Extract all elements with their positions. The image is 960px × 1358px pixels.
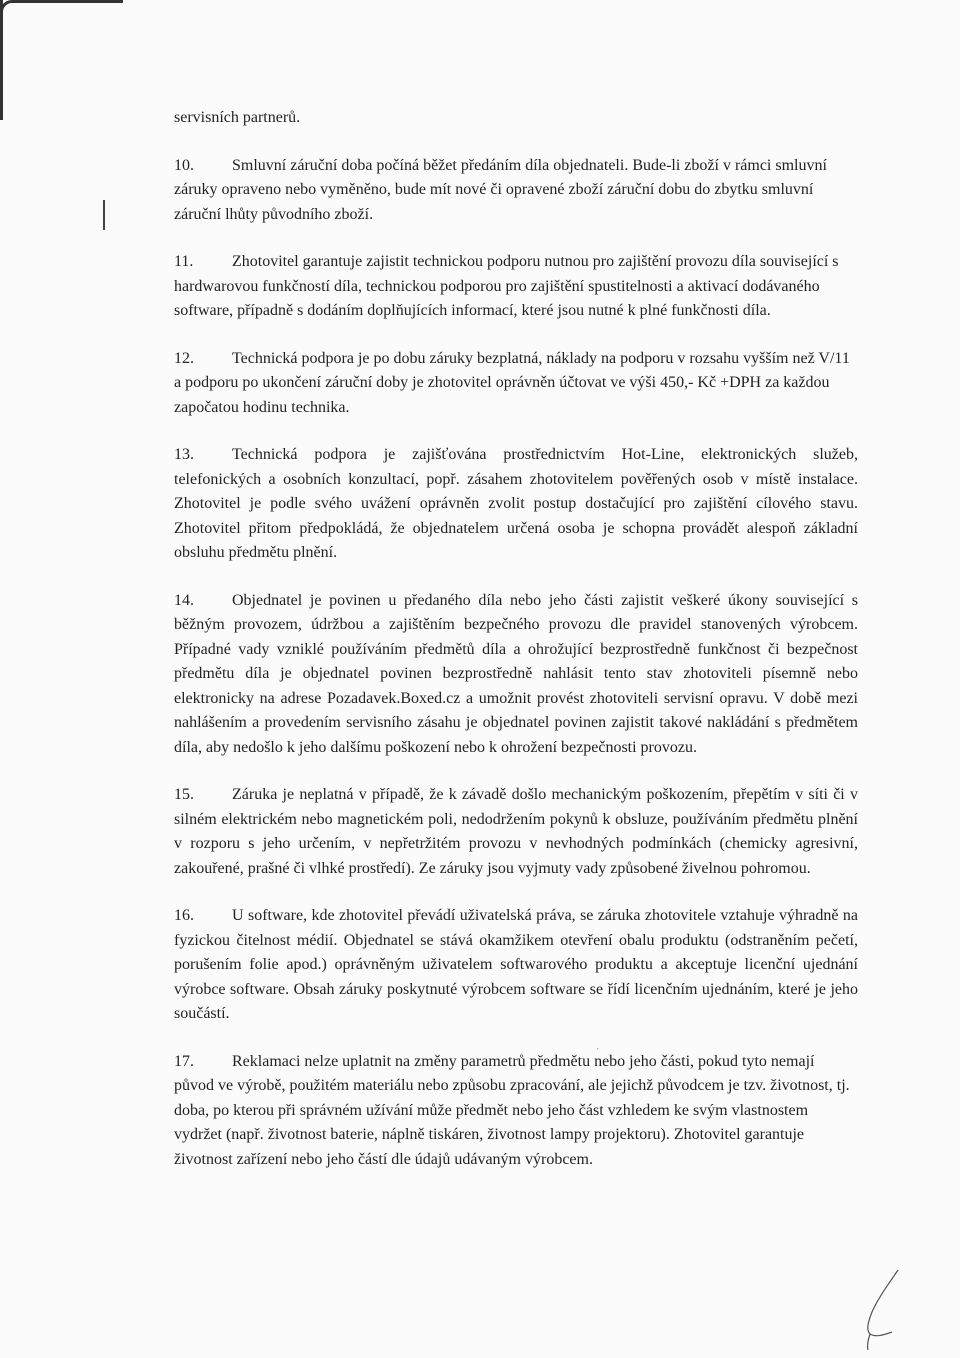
clause-number: 10. [174, 156, 194, 174]
clause-number: 14. [174, 591, 194, 609]
clause-17 [174, 1050, 858, 1173]
stray-mark: ˌ [596, 1038, 600, 1050]
clause-10 [174, 154, 858, 228]
clause-14 [174, 589, 858, 761]
document-body [174, 106, 858, 1172]
margin-mark [103, 200, 105, 230]
clause-text: Záruka je neplatná v případě, že k závadě došlo mechanickým poškozením, přepětím v síti či v silném elektrickém nebo magnetickém poli, nedodržením pokynů k obsluze, používáním předmětu plnění v rozporu s jeho určením, v nepřetržitém provozu v nevhodných podmínkách (chemicky agresivní, zakouřené, prašné či vlhké prostředí). Ze záruky jsou vyjmuty vady způsobené živelnou pohromou. [174, 786, 858, 877]
clause-12 [174, 347, 858, 421]
clause-16 [174, 904, 858, 1027]
page-edge-top [0, 0, 123, 25]
clause-number: 13. [174, 446, 194, 463]
signature-mark [850, 1262, 910, 1352]
clause-text: Technická podpora je po dobu záruky bezplatná, náklady na podporu v rozsahu vyšším než V/11 a podporu po ukončení záruční doby je zhotovitel oprávněn účtovat ve výši 450,- Kč +DPH za každou započatou hodinu technika. [174, 349, 850, 416]
clause-15 [174, 783, 858, 881]
clause-number: 16. [174, 907, 194, 924]
clause-text: U software, kde zhotovitel převádí uživatelská práva, se záruka zhotovitele vztahuje výhradně na fyzickou čitelnost médií. Objednatel se stává okamžikem otevření obalu produktu (odstraněním pečetí, porušením folie apod.) oprávněným uživatelem softwarového produktu a akceptuje licenční ujednání výrobce software. Obsah záruky poskytnuté výrobcem software se řídí licenčním ujednáním, které je jeho součástí. [174, 907, 858, 1022]
clause-number: 17. [174, 1052, 194, 1070]
clause-number: 12. [174, 349, 194, 367]
clause-11 [174, 250, 858, 324]
clause-text: Objednatel je povinen u předaného díla nebo jeho části zajistit veškeré úkony související s běžným provozem, údržbou a zajištěním bezpečného provozu dle pravidel stanovených výrobcem. Případné vady vzniklé používáním předmětů díla a ohrožující bezprostředně funkčnost či bezpečnost předmětu díla je objednatel povinen bezprostředně nahlásit tento stav zhotoviteli písemně nebo elektronicky na adrese Pozadavek.Boxed.cz a umožnit provést zhotoviteli servisní opravu. V době mezi nahlášením a provedením servisního zásahu je objednatel povinen zajistit takové nakládání s předmětem díla, aby nedošlo k jeho dalšímu poškození nebo k ohrožení bezpečnosti provozu. [174, 591, 858, 756]
clause-13 [174, 443, 858, 566]
clause-text: Smluvní záruční doba počíná běžet předáním díla objednateli. Bude-li zboží v rámci smluvní záruky opraveno nebo vyměněno, bude mít nové či opravené zboží záruční dobu do zbytku smluvní záruční lhůty původního zboží. [174, 156, 827, 223]
clause-number: 15. [174, 786, 194, 803]
clause-text: Zhotovitel garantuje zajistit technickou podporu nutnou pro zajištění provozu díla související s hardwarovou funkčností díla, technickou podporou pro zajištění spustitelnosti a aktivací dodávaného software, případně s dodáním doplňujících informací, které jsou nutné k plné funkčnosti díla. [174, 253, 839, 319]
clause-text: Reklamaci nelze uplatnit na změny parametrů předmětu nebo jeho části, pokud tyto nemají původ ve výrobě, použitém materiálu nebo způsobu zpracování, ale jejichž původcem je tzv. životnost, tj. doba, po kterou při správném užívání může předmět nebo jeho část vzhledem ke svým vlastnostem vydržet (např. životnost baterie, náplně tiskáren, životnost lampy projektoru). Zhotovitel garantuje životnost zařízení nebo jeho částí dle údajů udávaným výrobcem. [174, 1052, 850, 1168]
lead-line: servisních partnerů. [174, 109, 301, 126]
clause-number: 11. [174, 253, 194, 270]
page-edge-left [0, 0, 3, 120]
clause-text: Technická podpora je zajišťována prostřednictvím Hot-Line, elektronických služeb, telefonických a osobních konzultací, popř. zásahem zhotovitelem pověřených osob v místě instalace. Zhotovitel je podle svého uvážení oprávněn zvolit postup dostačující pro zajištění cílového stavu. Zhotovitel přitom předpokládá, že objednatelem určená osoba je schopna provádět alespoň základní obsluhu předmětu plnění. [174, 446, 858, 561]
